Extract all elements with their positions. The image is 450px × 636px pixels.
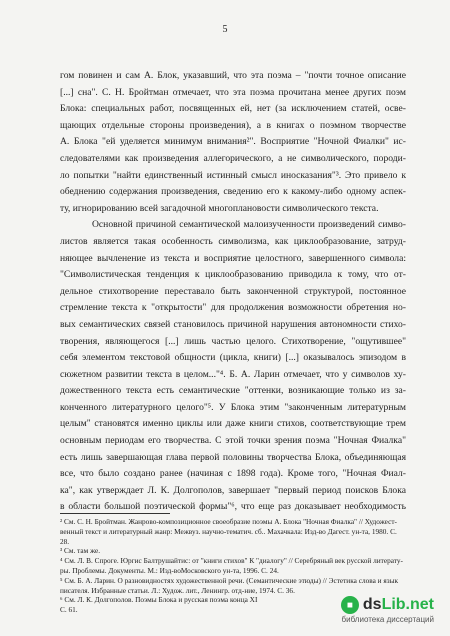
body-line: вых семантических связей становилось причиной нарушения автономности стихо- bbox=[60, 318, 406, 330]
body-line: дельное стихотворение переставало быть законченной структурой, постоянное bbox=[60, 285, 406, 297]
body-line: "Символистическая тенденция к циклообразованию приводила к тому, что от- bbox=[60, 269, 406, 281]
footnote-line: 28. bbox=[60, 536, 70, 546]
page-number: 5 bbox=[222, 24, 228, 35]
body-line: целым" становятся именно циклы или даже книги стихов, соответствующие трем bbox=[60, 418, 406, 430]
body-text bbox=[60, 68, 406, 516]
body-line: Основной причиной семантической малоизученности произведений симво- bbox=[92, 219, 406, 231]
body-line: есть лишь завершающая глава первой половины творчества Блока, объединяющая bbox=[60, 451, 406, 463]
body-line: себя элементом текстовой общности (цикла, книги) [...] оказывалось эпизодом в bbox=[60, 352, 406, 364]
footnote-line: ⁵ См. Б. А. Ларин. О разновидностях художественной речи. (Семантические этюды) // Эстетика слова и язык bbox=[60, 575, 399, 585]
footnote-line: С. 61. bbox=[60, 605, 78, 615]
body-line: [...] сна". С. Н. Бройтман отмечает, что эта поэма прочитана менее других поэм bbox=[60, 86, 406, 98]
watermark bbox=[324, 596, 434, 624]
footnote-line: ⁴ См. Л. В. Спроге. Юргис Балтрушайтис: от "книги стихов" К "диалогу" // Серебряный век русской литерату- bbox=[60, 556, 403, 566]
book-icon: ■ bbox=[341, 596, 359, 614]
body-line: ло попытки "найти единственный истинный смысл иносказания"³. Это привело к bbox=[60, 169, 406, 181]
footnote-separator bbox=[60, 513, 170, 514]
footnote-line: венный текст и литературный жанр: Межвуз. научно-тематич. сб.. Махачкала: Изд-во Дагест. ун-та, 1980. С. bbox=[60, 526, 397, 536]
body-line: основным периодам его творчества. С этой точки зрения поэма "Ночная Фиалка" bbox=[60, 435, 406, 447]
body-line: листов является такая особенность символизма, как циклообразование, затруд- bbox=[60, 235, 406, 247]
footnote-line: ры. Проблемы. Документы. М.: Изд-воМосковского ун-та, 1996. С. 24. bbox=[60, 565, 279, 575]
body-line: обеднению содержания произведения, сведению его к какому-либо одному аспек- bbox=[60, 186, 406, 198]
body-line: сюжетном развитии текста в целом..."⁴. Б. А. Ларин отмечает, что у символов ху- bbox=[60, 368, 406, 380]
watermark-logo-prefix: ds bbox=[362, 596, 382, 613]
body-line: няющее вычленение из текста и восприятие целостного, завершенного символа: bbox=[60, 252, 406, 264]
body-line: ту, игнорированию всей загадочной многоплановости символического текста. bbox=[60, 202, 379, 214]
body-line: дожественного текста есть семантические "оттенки, возникающие только из за- bbox=[60, 385, 406, 397]
footnote-line: писателя. Избранные статьи. Л.: Худож. лит., Ленингр. отд-ние, 1974. С. 36. bbox=[60, 585, 295, 595]
body-line: щающих отдельные стороны произведения), а в книгах о поэмном творчестве bbox=[60, 119, 406, 131]
body-line: творения, являющегося [...] лишь частью целого. Стихотворение, "ощутившее" bbox=[60, 335, 406, 347]
body-line: в области большой поэтической формы"⁶, что еще раз доказывает необходимость bbox=[60, 501, 406, 513]
watermark-logo bbox=[324, 596, 434, 614]
body-line: Блока: специальных работ, посвященных ей, нет (за исключением статей, осве- bbox=[60, 103, 406, 115]
body-line: все, что было создано ранее (начиная с 1898 года). Кроме того, "Ночная Фиал- bbox=[60, 468, 406, 480]
footnote-line: ² См. С. Н. Бройтман. Жанрово-композиционное своеобразие поэмы А. Блока "Ночная Фиалка" // Художест- bbox=[60, 517, 397, 526]
watermark-subtitle: библиотека диссертаций bbox=[341, 615, 434, 624]
body-line: стремление текста к "открытости" для продолжения возможности обретения но- bbox=[60, 302, 406, 314]
footnote-line: ³ См. там же. bbox=[60, 546, 101, 556]
body-line: А. Блока "ей уделяется минимум внимания²". Восприятие "Ночной Фиалки" ис- bbox=[60, 136, 406, 148]
body-line: конченного литературного целого"⁵. У Блока этим "законченным литературным bbox=[60, 401, 406, 413]
footnote-line: ⁶ См. Л. К. Долгополов. Поэмы Блока и русская поэма конца XI bbox=[60, 595, 258, 605]
body-line: ка", как утверждает Л. К. Долгополов, завершает "первый период поисков Блока bbox=[60, 484, 406, 496]
watermark-logo-suffix: Lib.net bbox=[381, 596, 434, 613]
body-line: следователями как произведения аллегорического, а не символического, породи- bbox=[60, 152, 406, 164]
body-line: гом повинен и сам А. Блок, указавший, что эта поэма – "почти точное описание bbox=[60, 70, 406, 81]
